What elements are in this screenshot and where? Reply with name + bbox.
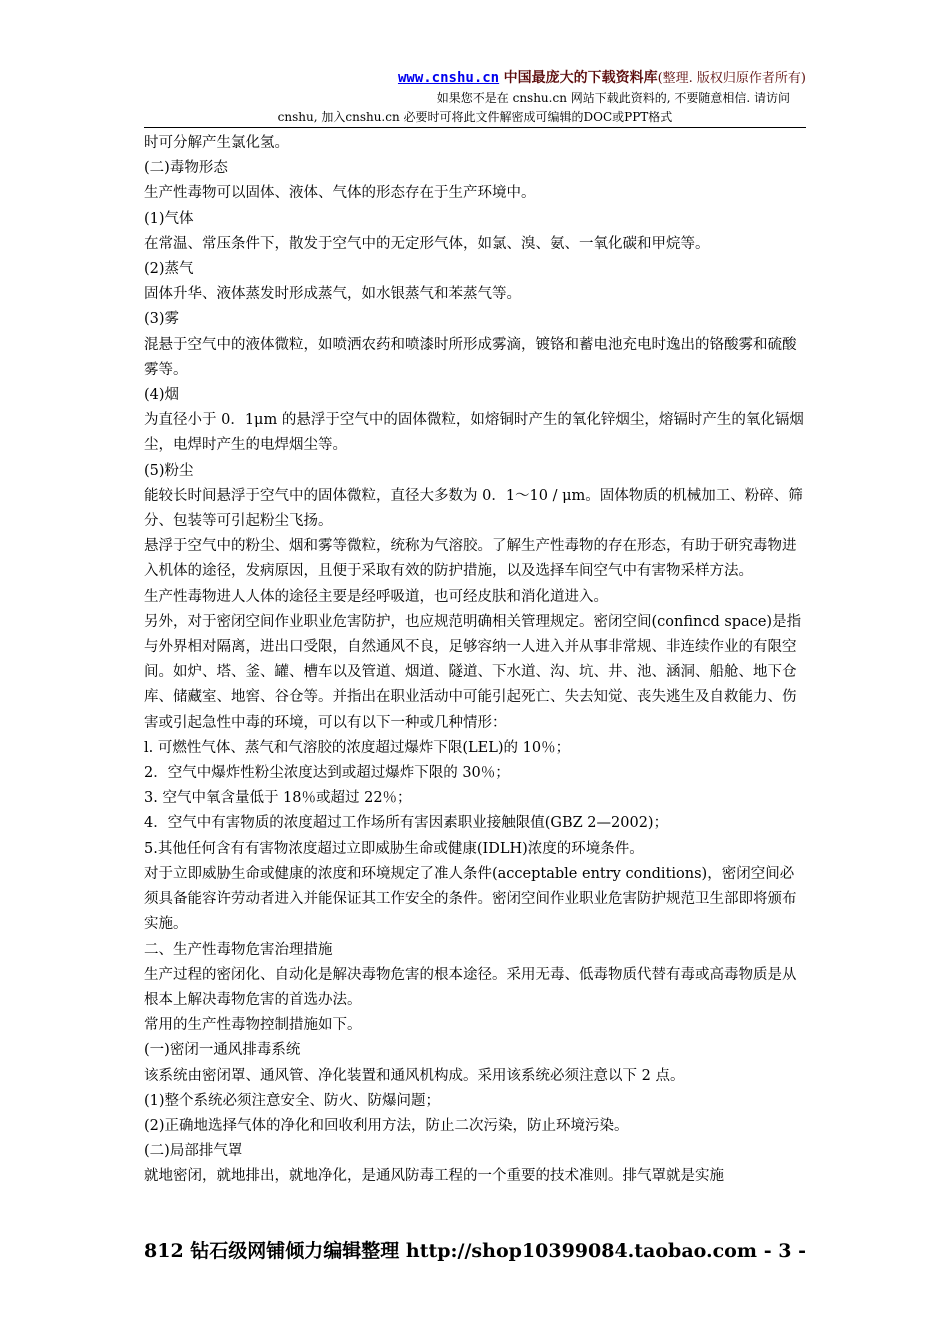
paragraph: 该系统由密闭罩、通风管、净化装置和通风机构成。采用该系统必须注意以下 2 点。 xyxy=(144,1067,685,1084)
paragraph: 固体升华、液体蒸发时形成蒸气，如水银蒸气和苯蒸气等。 xyxy=(144,286,521,303)
header-line-2: 如果您不是在 cnshu.cn 网站下载此资料的, 不要随意相信. 请访问 xyxy=(436,91,790,105)
subheading: (5)粉尘 xyxy=(144,462,194,479)
subheading: (2)蒸气 xyxy=(144,261,194,278)
paragraph: 常用的生产性毒物控制措施如下。 xyxy=(144,1017,362,1034)
paragraph: 悬浮于空气中的粉尘、烟和雾等微粒，统称为气溶胶。了解生产性毒物的存在形态，有助于研究毒物进入机体的途径，发病原因，且便于采取有效的防护措施，以及选择车间空气中有害物采样方法。 xyxy=(144,538,797,580)
page-footer xyxy=(144,1236,806,1266)
header-line-3: cnshu, 加入cnshu.cn 必要时可将此文件解密成可编辑的DOC或PPT格式 xyxy=(277,110,673,124)
paragraph: 在常温、常压条件下，散发于空气中的无定形气体，如氯、溴、氨、一氧化碳和甲烷等。 xyxy=(144,235,710,252)
paragraph: 生产性毒物进人人体的途径主要是经呼吸道，也可经皮肤和消化道进入。 xyxy=(144,588,608,605)
footer-text: 812 钻石级网铺倾力编辑整理 http://shop10399084.taobao.com xyxy=(144,1240,757,1262)
subheading: (1)气体 xyxy=(144,210,194,227)
site-link[interactable]: www.cnshu.cn xyxy=(397,70,500,86)
subheading: (4)烟 xyxy=(144,387,180,404)
document-body xyxy=(144,131,806,1190)
paragraph: 就地密闭，就地排出，就地净化，是通风防毒工程的一个重要的技术准则。排气罩就是实施 xyxy=(144,1168,724,1185)
header-rule xyxy=(144,127,806,128)
list-item: l. 可燃性气体、蒸气和气溶胶的浓度超过爆炸下限(LEL)的 10％； xyxy=(144,739,571,756)
section-heading: (二)毒物形态 xyxy=(144,160,228,177)
page-number: - 3 - xyxy=(763,1240,806,1262)
paragraph: 能较长时间悬浮于空气中的固体微粒，直径大多数为 0．1～10 / μm。固体物质的机械加工、粉碎、筛分、包装等可引起粉尘飞扬。 xyxy=(144,487,803,530)
list-item: (2)正确地选择气体的净化和回收利用方法，防止二次污染，防止环境污染。 xyxy=(144,1117,629,1134)
paragraph: 为直径小于 0．1μm 的悬浮于空气中的固体微粒，如熔铜时产生的氧化锌烟尘，熔镉时产生的氧化镉烟尘，电焊时产生的电焊烟尘等。 xyxy=(144,412,804,454)
paragraph: 生产过程的密闭化、自动化是解决毒物危害的根本途径。采用无毒、低毒物质代替有毒或高毒物质是从根本上解决毒物危害的首选办法。 xyxy=(144,966,797,1008)
list-item: 3. 空气中氧含量低于 18％或超过 22％； xyxy=(144,790,412,807)
site-title: 中国最庞大的下载资料库 xyxy=(503,70,658,86)
paragraph: 生产性毒物可以固体、液体、气体的形态存在于生产环境中。 xyxy=(144,185,536,202)
paragraph: 对于立即威胁生命或健康的浓度和环境规定了准人条件(acceptable entry conditions)，密闭空间必须具备能容许劳动者进入并能保证其工作安全的条件。密闭空间作业职业危害防护规范卫生部即将颁布实施。 xyxy=(144,865,797,933)
list-item: 2．空气中爆炸性粉尘浓度达到或超过爆炸下限的 30％； xyxy=(144,765,510,782)
section-heading: 二、生产性毒物危害治理措施 xyxy=(144,941,333,958)
paragraph: 另外，对于密闭空间作业职业危害防护，也应规范明确相关管理规定。密闭空间(confincd space)是指与外界相对隔离，进出口受限，自然通风不良，足够容纳一人进入并从事非常规、非连续作业的有限空间。如炉、塔、釜、罐、槽车以及管道、烟道、隧道、下水道、沟、坑、井、池、涵洞、船舱、地下仓库、储藏室、地窖、谷仓等。并指出在职业活动中可能引起死亡、失去知觉、丧失逃生及自救能力、伤害或引起急性中毒的环境，可以有以下一种或几种情形： xyxy=(144,613,802,731)
header-line-1 xyxy=(144,68,806,89)
subheading: (二)局部排气罩 xyxy=(144,1143,243,1160)
subheading: (一)密闭一通风排毒系统 xyxy=(144,1042,301,1059)
list-item: 5.其他任何含有有害物浓度超过立即威胁生命或健康(IDLH)浓度的环境条件。 xyxy=(144,840,644,857)
page-header xyxy=(144,68,806,127)
paragraph: 时可分解产生氯化氢。 xyxy=(144,135,289,151)
list-item: 4．空气中有害物质的浓度超过工作场所有害因素职业接触限值(GBZ 2—2002)； xyxy=(144,815,669,832)
paragraph: 混悬于空气中的液体微粒，如喷洒农药和喷漆时所形成雾滴，镀铬和蓄电池充电时逸出的铬酸雾和硫酸雾等。 xyxy=(144,336,797,378)
list-item: (1)整个系统必须注意安全、防火、防爆问题； xyxy=(144,1092,441,1109)
copyright-note: (整理. 版权归原作者所有) xyxy=(657,71,806,86)
subheading: (3)雾 xyxy=(144,311,180,328)
